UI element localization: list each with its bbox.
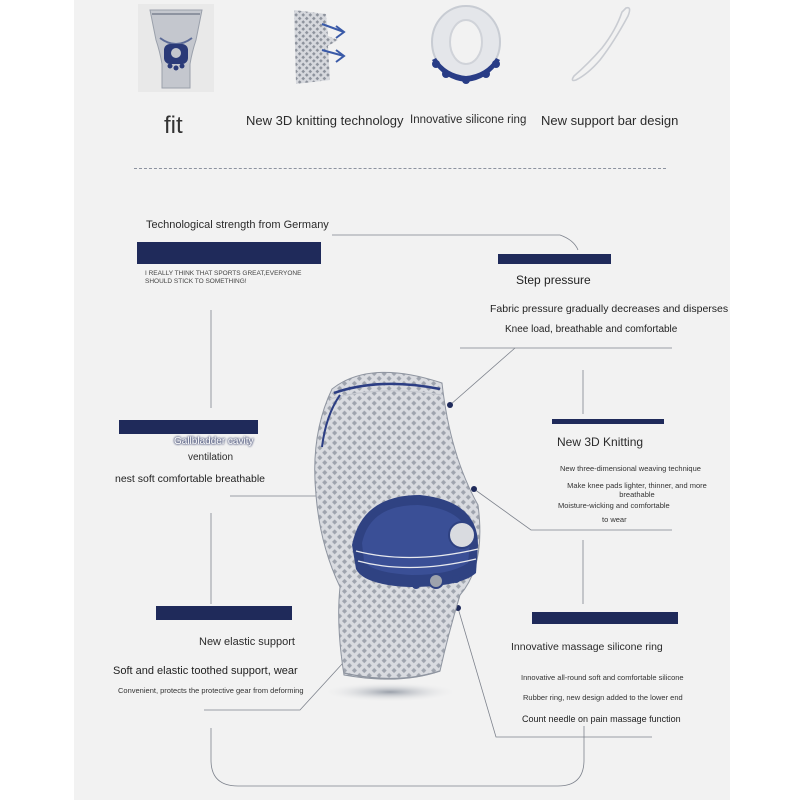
elastic-support-description: Soft and elastic toothed support, wear <box>113 665 298 677</box>
knitting-bar <box>552 419 664 424</box>
tech-strength-bar <box>137 242 321 264</box>
step-pressure-line2: Knee load, breathable and comfortable <box>505 324 678 335</box>
massage-ring-line2: Rubber ring, new design added to the lower end <box>523 693 683 702</box>
feature-label-silicone-ring: Innovative silicone ring <box>410 114 527 126</box>
massage-ring-line3: Count needle on pain massage function <box>522 714 681 724</box>
elastic-support-note: Convenient, protects the protective gear from deforming <box>118 686 304 695</box>
knee-brace-illustration <box>300 355 500 705</box>
elastic-support-bar <box>156 606 292 620</box>
gallbladder-bar <box>119 420 258 434</box>
tech-strength-title: Technological strength from Germany <box>146 219 329 231</box>
tagline: I REALLY THINK THAT SPORTS GREAT,EVERYONE SHOULD STICK TO SOMETHING! <box>145 270 302 285</box>
gallbladder-subtitle: ventilation <box>188 452 234 463</box>
step-pressure-line1: Fabric pressure gradually decreases and disperses <box>490 303 729 315</box>
knitting-line4: to wear <box>602 515 627 524</box>
knitting-line1: New three-dimensional weaving technique <box>560 464 701 473</box>
step-pressure-bar <box>498 254 611 264</box>
feature-label-support-bar: New support bar design <box>541 113 679 128</box>
massage-ring-bar <box>532 612 678 624</box>
knitting-line3: Moisture-wicking and comfortable <box>558 501 670 510</box>
knitting-line2: Make knee pads lighter, thinner, and more breathable <box>567 481 707 499</box>
feature-label-3d-knitting: New 3D knitting technology <box>246 113 404 128</box>
feature-label-fit: fit <box>164 112 183 139</box>
massage-ring-line1: Innovative all-round soft and comfortable silicone <box>521 673 684 682</box>
step-pressure-title: Step pressure <box>516 273 591 287</box>
gallbladder-description: nest soft comfortable breathable <box>115 473 266 485</box>
knitting-title: New 3D Knitting <box>557 435 644 449</box>
elastic-support-title: New elastic support <box>199 636 295 648</box>
gallbladder-title: Gallbladder cavity <box>174 436 254 447</box>
massage-ring-title: Innovative massage silicone ring <box>511 641 663 653</box>
